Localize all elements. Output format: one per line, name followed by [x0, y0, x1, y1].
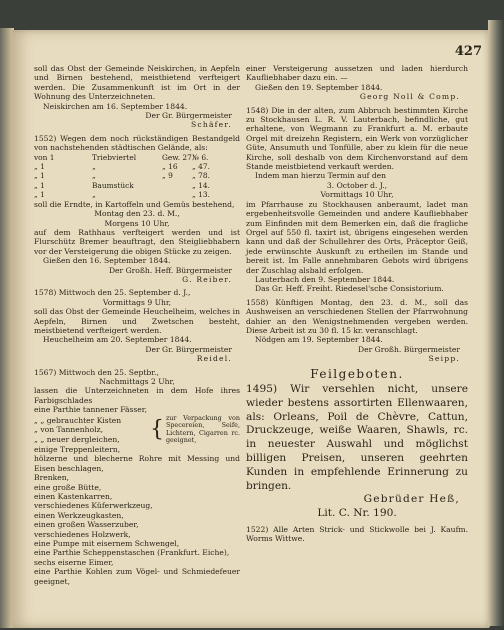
table-cell: „ 47. — [192, 162, 210, 172]
notice-neiskirchen: soll das Obst der Gemeinde Neiskirchen, in Aepfeln und Birnen bestehend, meistbietend verfteigert werden. Die Zusammenkunft ist im Ort in der Wohnung des Unterzeichneten. — [34, 64, 240, 102]
parcel-table — [34, 153, 240, 200]
table-cell: von 1 — [34, 152, 55, 162]
notice-1552: 1552) Wegen dem noch rückständigen Bestandgeld von nachstehenden städtischen Gelände, als: — [34, 133, 240, 153]
notice-time-line: Nachmittags 2 Uhr, — [99, 377, 175, 386]
table-cell: „ 16 — [162, 162, 178, 172]
notice-title: Der Großh. Bürgermeister — [358, 344, 460, 354]
advertisement-1495 — [246, 383, 468, 521]
notice-date-line: 3. October d. J., — [326, 180, 388, 190]
notice-1558: 1558) Künftigen Montag, den 23. d. M., soll das Aushweisen an verschiedenen Stellen der Pfarrwohnung dahier an den Wenigstnehmenden vergeben werden. Diese Arbeit ist zu 30 fl. 15 kr. veranschlagt. — [246, 297, 468, 335]
notice-signature: Schäfer. — [191, 120, 232, 130]
notice-text: Indem man hierzu Termin auf den — [255, 171, 387, 181]
table-cell: „ 78. — [192, 171, 210, 181]
notice-date: Heuchelheim am 20. September 1844. — [43, 335, 192, 345]
notice-signature: Seipp. — [428, 354, 460, 364]
table-cell: Baumstück — [92, 180, 134, 190]
list-item: „ „ neuer dergleichen, — [34, 434, 120, 444]
notice-1548: 1548) Die in der alten, zum Abbruch bestimmten Kirche zu Stockhausen L. R. V. Lauterbach, befindliche, gut erhaltene, von Wegmann zu Frankfurt a. M. erbaute Orgel mit dreizehn Registern, ein Werk von vorzüglicher Güte, Ansumuth und Tonfülle, aber zu klein für die neue Kirche, soll deshalb von dem Kirchenvorstand auf dem Stande meistbietend verkauft werden. — [246, 105, 468, 172]
table-cell: Gew. 27 — [162, 152, 192, 162]
notice-date: Lauterbach den 9. September 1844. — [255, 274, 395, 284]
table-cell: „ 1 — [34, 190, 45, 200]
bracket-group — [34, 415, 240, 445]
table-cell: „ 13. — [192, 190, 210, 200]
list-item: Brenken, — [34, 473, 69, 483]
notice-1578: 1578) Mittwoch den 25. September d. J., — [34, 288, 191, 298]
notice-title: Der Gr. Bürgermeister — [145, 111, 232, 121]
ad-text: 1495) Wir versehlen nicht, unsere wieder bestens assortirten Ellenwaaren, als: Orleans, Poil de Chèvre, Cattun, Druckzeuge, weiße Waaren, Shawls, rc. in neuester Auswahl und möglichst billigen Preisen, unseren geehrten Kunden in empfehlende Erinnerung zu bringen. — [246, 383, 468, 492]
left-column — [34, 64, 240, 586]
notice-signature: G. Reiber. — [182, 274, 232, 284]
list-item: eine Parthie Scheppenstaschen (Frankfurt. Eiche), — [34, 548, 230, 558]
table-cell — [162, 190, 192, 199]
table-cell: Triebviertel — [92, 152, 137, 162]
ad-signature: Gebrüder Heß, — [363, 493, 460, 506]
list-item: einen großen Wasserzuber, — [34, 520, 139, 530]
notice-date-line: Montag den 23. d. M., — [94, 209, 180, 219]
notice-time-line: Morgens 10 Uhr, — [104, 218, 170, 228]
list-item: einen Kastenkarren, — [34, 492, 113, 502]
list-item: eine Parthie Kohlen zum Vögel- und Schmiedefeuer geeignet, — [34, 567, 240, 586]
notice-text: einer Versteigerung aussetzen und laden hierdurch Kaufliebhaber dazu ein. — — [246, 64, 468, 83]
table-cell: „ 14. — [192, 180, 210, 190]
notice-text: im Pfarrhause zu Stockhausen anberaumt, ladet man ergebenheitsvolle Gemeinden und andere Kaufliebhaber zum Einfinden mit dem Bemerken ein, daß die fragliche Orgel auf 550 fl. taxirt ist, übrigens eingesehen werden kann und daß der Schullehrer des Orts, Präceptor Geiß, jede erwünschte Auskunft zu ertheilen im Stande und bereit ist. Im Falle annehmbaren Gebots wird übrigens der Zuschlag alsbald erfolgen. — [246, 199, 468, 275]
notice-signature: Georg Noll & Comp. — [359, 92, 460, 102]
ad-address: Lit. C. Nr. 190. — [317, 507, 397, 520]
notice-date: Gießen den 19. September 1844. — [255, 82, 383, 92]
list-item: „ von Tannenholz, — [34, 425, 103, 435]
section-heading: Feilgeboten. — [310, 366, 404, 381]
table-cell: „ 9 — [162, 171, 173, 181]
table-cell: „ 1 — [34, 162, 45, 172]
page-edge-right — [488, 20, 504, 626]
list-item: einen Werkzeugkasten, — [34, 510, 124, 520]
page-number: 427 — [454, 44, 482, 59]
notice-text: auf dem Rathhaus verfteigert werden und ist Flurschütz Bremer beauftragt, den Steigliebhabern vor der Versteigerung die obigen Stücke zu zeigen. — [34, 227, 240, 256]
table-cell: „ — [92, 162, 96, 172]
side-note: zur Verpackung von Specereien, Seife, Lichtern, Cigarren rc. geeignet, — [165, 413, 240, 445]
notice-date: Gießen den 16. September 1844. — [43, 256, 171, 266]
table-cell: „ — [92, 171, 96, 181]
list-item: „ „ gebrauchter Kisten — [34, 415, 122, 425]
list-item: verschiedenes Holzwerk, — [34, 529, 131, 539]
notice-text: lassen die Unterzeichneten in dem Hofe ihres Farbigschlades — [34, 386, 240, 405]
notice-signature: Reidel. — [196, 354, 232, 364]
right-column — [246, 64, 468, 544]
notice-title: Der Gr. Bürgermeister — [145, 344, 232, 354]
notice-signature: Das Gr. Heff. Freiht. Riedesel'sche Consistorium. — [255, 284, 444, 294]
notice-time-line: Vormittags 10 Uhr, — [320, 190, 394, 200]
list-item: hölzerne und blecherne Rohre mit Messing und Eisen beschlagen, — [34, 454, 240, 473]
list-item: eine Parthie tannener Fässer, — [34, 405, 147, 415]
notice-text: soll die Erndte, in Kartoffeln und Gemüs bestehend, — [34, 199, 235, 209]
notice-1567: 1567) Mittwoch den 25. Septbr., — [34, 367, 159, 377]
list-item: einige Treppenleitern, — [34, 445, 121, 454]
notice-title: Der Großh. Heff. Bürgermeister — [108, 265, 232, 275]
table-cell: № 6. — [192, 152, 209, 162]
notice-1522: 1522) Alle Arten Strick- und Stickwolle bei J. Kaufm. Worms Wittwe. — [246, 524, 468, 544]
table-cell: „ 1 — [34, 171, 45, 181]
brace-symbol: { — [149, 416, 164, 442]
notice-text: soll das Obst der Gemeinde Heuchelheim, welches in Aepfeln, Birnen und Zwetschen besteht, meistbietend verfteigert werden. — [34, 307, 240, 335]
list-item: eine Pumpe mit eisernem Schwengel, — [34, 539, 180, 549]
table-cell: „ 1 — [34, 180, 45, 190]
table-cell — [162, 181, 192, 190]
table-cell: „ — [92, 190, 96, 200]
notice-date: Neiskirchen am 16. September 1844. — [43, 101, 188, 111]
list-item: eine große Bütte, — [34, 482, 102, 492]
list-item: verschiedenes Küferwerkzeug, — [34, 501, 153, 511]
notice-time-line: Vormittags 9 Uhr, — [102, 297, 172, 307]
notice-date: Nödgen am 19. September 1844. — [255, 335, 383, 345]
list-item: sechs eiserne Eimer, — [34, 557, 114, 567]
